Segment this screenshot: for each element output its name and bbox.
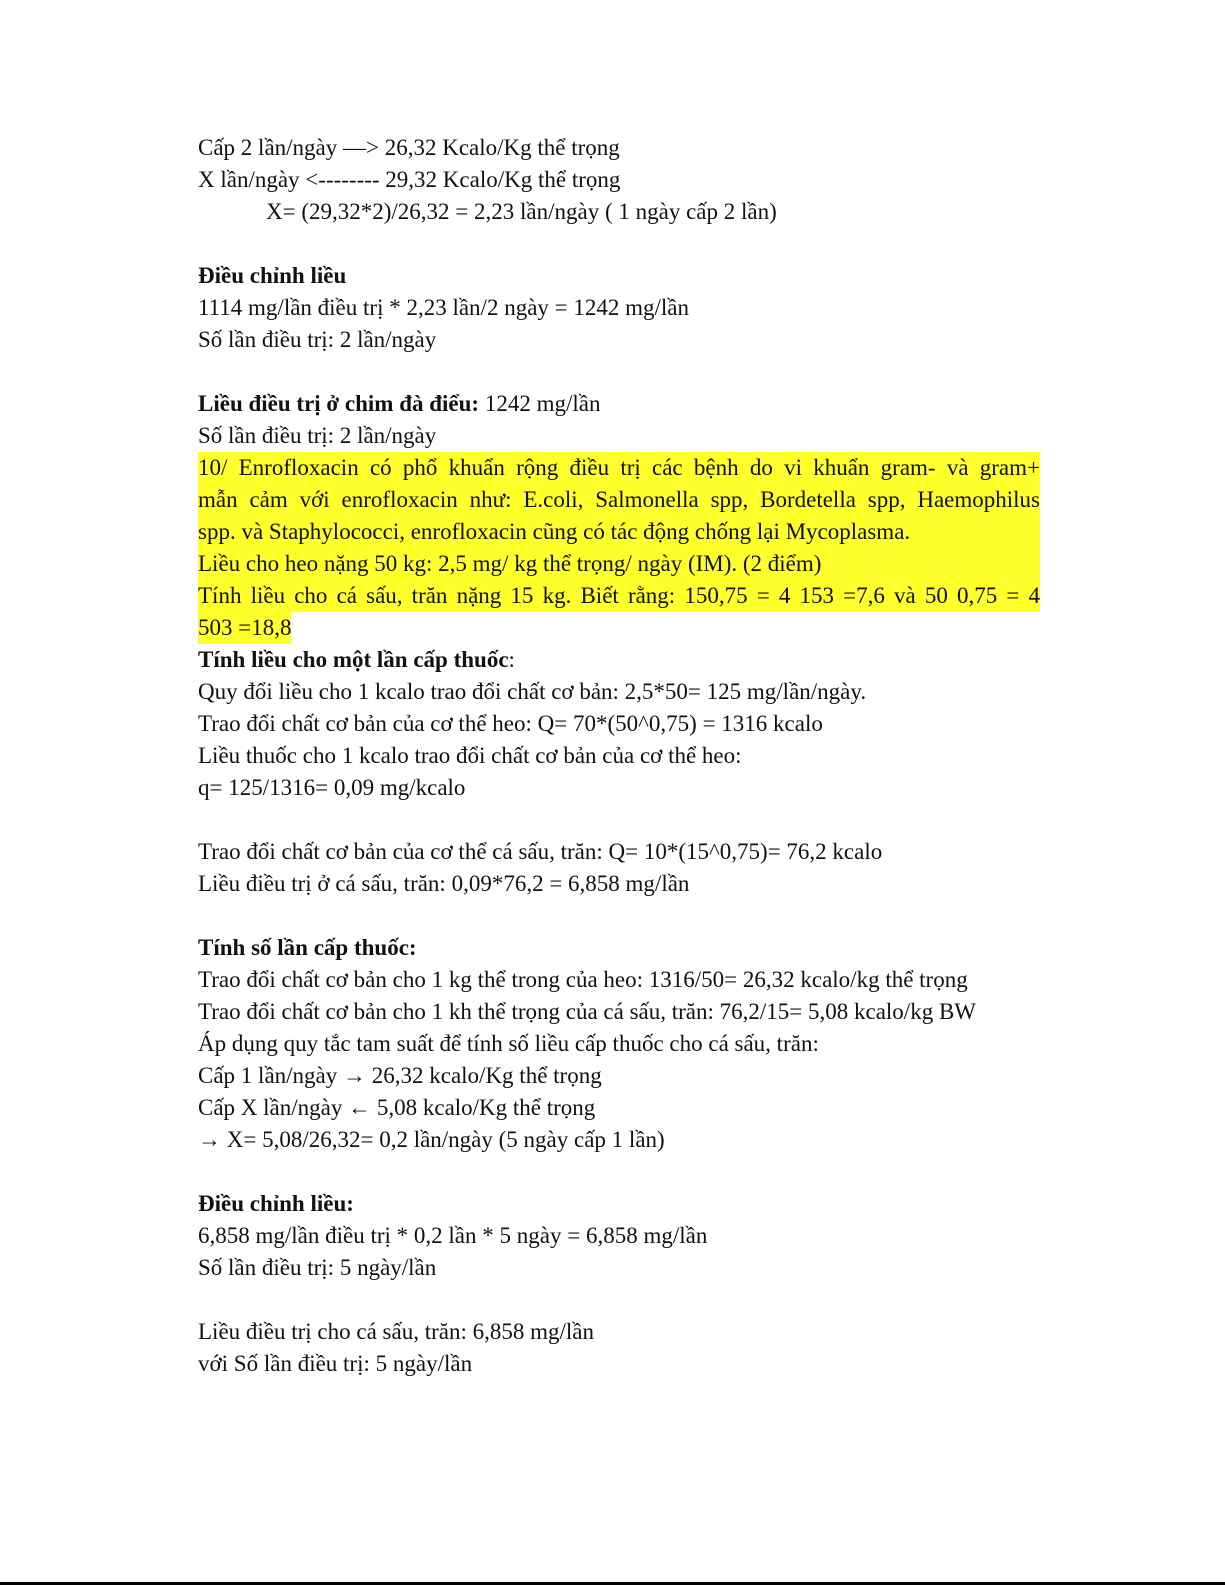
single-dose-heading: Tính liều cho một lần cấp thuốc bbox=[198, 647, 509, 672]
spacer bbox=[198, 804, 1040, 836]
dose-adjustment-calc-2: 6,858 mg/lần điều trị * 0,2 lần * 5 ngày = 6,858 mg/lần bbox=[198, 1223, 708, 1248]
rule-of-three-result: X= (29,32*2)/26,32 = 2,23 lần/ngày ( 1 ngày cấp 2 lần) bbox=[266, 199, 777, 224]
spacer bbox=[198, 900, 1040, 932]
single-dose-line-5: Trao đổi chất cơ bản của cơ thể cá sấu, trăn: Q= 10*(15^0,75)= 76,2 kcalo bbox=[198, 839, 883, 864]
ostrich-dose-line bbox=[198, 388, 1040, 420]
single-dose-line-2: Trao đổi chất cơ bản của cơ thể heo: Q= 70*(50^0,75) = 1316 kcalo bbox=[198, 711, 823, 736]
question-10-pig-dose: Liều cho heo nặng 50 kg: 2,5 mg/ kg thể trọng/ ngày (IM). (2 điểm) bbox=[198, 548, 1040, 580]
frequency-line-2: Trao đổi chất cơ bản cho 1 kh thể trọng của cá sấu, trăn: 76,2/15= 5,08 kcalo/kg BW bbox=[198, 999, 976, 1024]
frequency-line-4: Cấp 1 lần/ngày → 26,32 kcalo/Kg thể trọng bbox=[198, 1063, 602, 1088]
dose-frequency-2: Số lần điều trị: 5 ngày/lần bbox=[198, 1255, 437, 1280]
dose-adjustment-heading-2: Điều chỉnh liều: bbox=[198, 1191, 354, 1216]
question-10-line-2: mẫn cảm với enrofloxacin như: E.coli, Salmonella spp, Bordetella spp, Haemophilus bbox=[198, 484, 1040, 516]
single-dose-line-6: Liều điều trị ở cá sấu, trăn: 0,09*76,2 = 6,858 mg/lần bbox=[198, 871, 690, 896]
question-10-task-line-2: 503 =18,8 bbox=[198, 612, 291, 644]
ostrich-dose-frequency: Số lần điều trị: 2 lần/ngày bbox=[198, 423, 437, 448]
frequency-line-1: Trao đổi chất cơ bản cho 1 kg thể trong của heo: 1316/50= 26,32 kcalo/kg thể trọng bbox=[198, 967, 968, 992]
ostrich-dose-value: 1242 mg/lần bbox=[479, 391, 601, 416]
single-dose-heading-colon: : bbox=[508, 647, 515, 672]
frequency-heading: Tính số lần cấp thuốc: bbox=[198, 935, 417, 960]
conclusion-dose: Liều điều trị cho cá sấu, trăn: 6,858 mg/lần bbox=[198, 1319, 594, 1344]
spacer bbox=[198, 228, 1040, 260]
dose-adjustment-heading-1: Điều chỉnh liều bbox=[198, 263, 347, 288]
frequency-line-3: Áp dụng quy tắc tam suất để tính số liều cấp thuốc cho cá sấu, trăn: bbox=[198, 1031, 819, 1056]
conclusion-frequency: với Số lần điều trị: 5 ngày/lần bbox=[198, 1351, 473, 1376]
single-dose-heading-line bbox=[198, 644, 1040, 676]
document-body bbox=[198, 132, 1040, 1380]
single-dose-line-4: q= 125/1316= 0,09 mg/kcalo bbox=[198, 775, 466, 800]
spacer bbox=[198, 1284, 1040, 1316]
question-10-task-line-1: Tính liều cho cá sấu, trăn nặng 15 kg. Biết rằng: 150,75 = 4 153 =7,6 và 50 0,75 = 4 bbox=[198, 580, 1040, 612]
frequency-line-6: → X= 5,08/26,32= 0,2 lần/ngày (5 ngày cấp 1 lần) bbox=[198, 1127, 665, 1152]
dose-adjustment-calc-1: 1114 mg/lần điều trị * 2,23 lần/2 ngày = 1242 mg/lần bbox=[198, 295, 690, 320]
question-10-line-3: spp. và Staphylococci, enrofloxacin cũng có tác động chống lại Mycoplasma. bbox=[198, 516, 1040, 548]
rule-of-three-line-1: Cấp 2 lần/ngày —> 26,32 Kcalo/Kg thể trọng bbox=[198, 135, 620, 160]
single-dose-line-3: Liều thuốc cho 1 kcalo trao đổi chất cơ bản của cơ thể heo: bbox=[198, 743, 742, 768]
dose-frequency-1: Số lần điều trị: 2 lần/ngày bbox=[198, 327, 437, 352]
frequency-line-5: Cấp X lần/ngày ← 5,08 kcalo/Kg thể trọng bbox=[198, 1095, 596, 1120]
rule-of-three-line-2: X lần/ngày <-------- 29,32 Kcalo/Kg thể trọng bbox=[198, 167, 621, 192]
spacer bbox=[198, 356, 1040, 388]
question-10-line-1: 10/ Enrofloxacin có phổ khuẩn rộng điều trị các bệnh do vi khuẩn gram- và gram+ bbox=[198, 452, 1040, 484]
spacer bbox=[198, 1156, 1040, 1188]
ostrich-dose-label: Liều điều trị ở chim đà điểu: bbox=[198, 391, 480, 416]
single-dose-line-1: Quy đổi liều cho 1 kcalo trao đổi chất cơ bản: 2,5*50= 125 mg/lần/ngày. bbox=[198, 679, 867, 704]
